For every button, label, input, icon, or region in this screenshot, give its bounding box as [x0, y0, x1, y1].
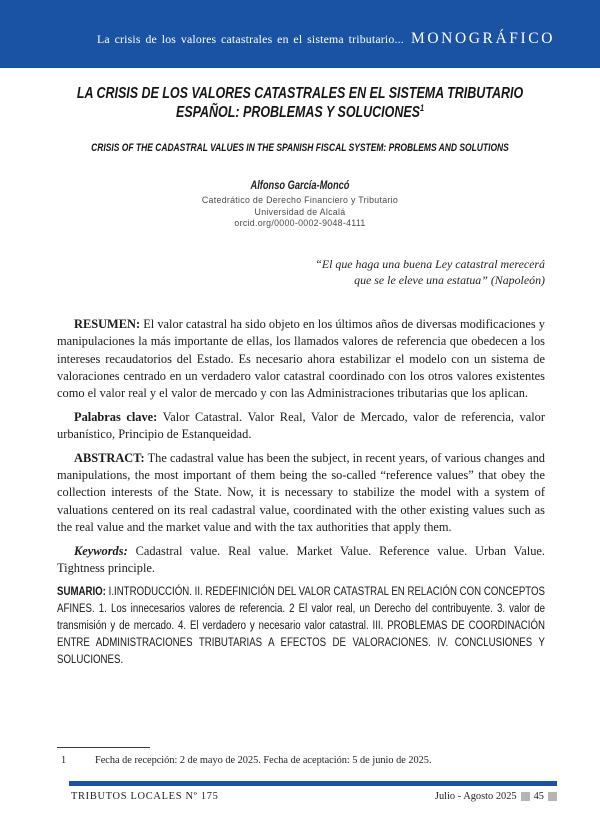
keywords-paragraph: Keywords: Cadastral value. Real value. Market Value. Reference value. Urban Value. Tightness principle.	[57, 543, 545, 576]
author-affiliation	[0, 195, 600, 230]
footnote-area	[57, 747, 545, 767]
author-position: Catedrático de Derecho Financiero y Tributario	[201, 195, 399, 205]
footnote-separator-rule	[57, 747, 150, 748]
sumario-outline: SUMARIO: I.INTRODUCCIÓN. II. REDEFINICIÓN DEL VALOR CATASTRAL EN RELACIÓN CON CONCEPTOS AFINES. 1. Los innecesarios valores de referencia. 2 El valor real, un Derecho del contribuyente. 3. valor de transmisión y de mercado. 4. El verdadero y necesario valor catastral. III. PROBLEMAS DE COORDINACIÓN ENTRE ADMINISTRACIONES TRIBUTARIAS A EFECTOS DE VALORACIONES. IV. CONCLUSIONES Y SOLUCIONES.	[57, 584, 545, 667]
journal-name: TRIBUTOS LOCALES Nº 175	[71, 791, 219, 802]
abstract-paragraph: ABSTRACT: The cadastral value has been the subject, in recent years, of various changes and manipulations, the most important of them being the so-called “reference values” that obey the collection interests of the State. Now, it is necessary to stabilize the model with a system of valuations centered on its real cadastral value, coordinated with the other existing values such as the real value and the market value and with the tax authorities that apply them.	[57, 450, 546, 535]
footnote-number: 1	[61, 755, 67, 766]
palabras-clave-paragraph: Palabras clave: Valor Catastral. Valor Real, Valor de Mercado, valor de referencia, valor urbanístico, Principio de Estanqueidad.	[57, 409, 546, 442]
footnote-reference: 1	[419, 102, 424, 113]
resumen-paragraph: RESUMEN: El valor catastral ha sido objeto en los últimos años de diversas modificaciones y manipulaciones la más importante de ellas, los llamados valores de referencia que obedecen a los intereses recaudatorios del Estado. Es necesario ahora estabilizar el modelo con un sistema de valoraciones centrado en un verdadero valor catastral coordinado con los otros valores existentes como el valor real y el valor de mercado y con las Administraciones tributarias que los aplican.	[57, 316, 545, 401]
author-name: Alfonso García-Moncó	[250, 179, 350, 192]
author-orcid: orcid.org/0000-0002-9048-4111	[234, 218, 366, 229]
issue-and-page	[435, 791, 557, 802]
running-title: La crisis de los valores catastrales en el sistema tributario...	[97, 31, 404, 46]
article-front-matter	[57, 316, 545, 668]
keywords-label: Keywords:	[74, 543, 128, 558]
section-label: MONOGRÁFICO	[410, 30, 555, 47]
palabras-clave-label: Palabras clave:	[74, 409, 158, 424]
footnote	[57, 754, 545, 767]
footnote-text: Fecha de recepción: 2 de mayo de 2025. Fecha de aceptación: 5 de junio de 2025.	[95, 755, 432, 766]
article-subtitle-english: CRISIS OF THE CADASTRAL VALUES IN THE SPANISH FISCAL SYSTEM: PROBLEMS AND SOLUTIONS	[91, 142, 509, 154]
issue-date: Julio - Agosto 2025	[434, 791, 517, 802]
article-title-line2: ESPAÑOL: PROBLEMAS Y SOLUCIONES$^1$	[176, 102, 424, 121]
page-header-band	[0, 0, 600, 68]
resumen-label: RESUMEN:	[74, 316, 141, 331]
page-number-marker-right	[548, 792, 557, 801]
sumario-label: SUMARIO:	[57, 584, 106, 599]
abstract-label: ABSTRACT:	[74, 450, 145, 465]
page-number: 45	[533, 791, 544, 802]
page-footer	[71, 791, 557, 802]
footer-rule-bar	[69, 781, 557, 786]
epigraph-quote: “El que haga una buena Ley catastral merecerá que se le eleve una estatua” (Napoleón)	[315, 256, 545, 288]
author-university: Universidad de Alcalá	[254, 206, 346, 217]
article-title-line1: LA CRISIS DE LOS VALORES CATASTRALES EN EL SISTEMA TRIBUTARIO	[76, 85, 524, 102]
page-number-marker-left	[521, 792, 530, 801]
